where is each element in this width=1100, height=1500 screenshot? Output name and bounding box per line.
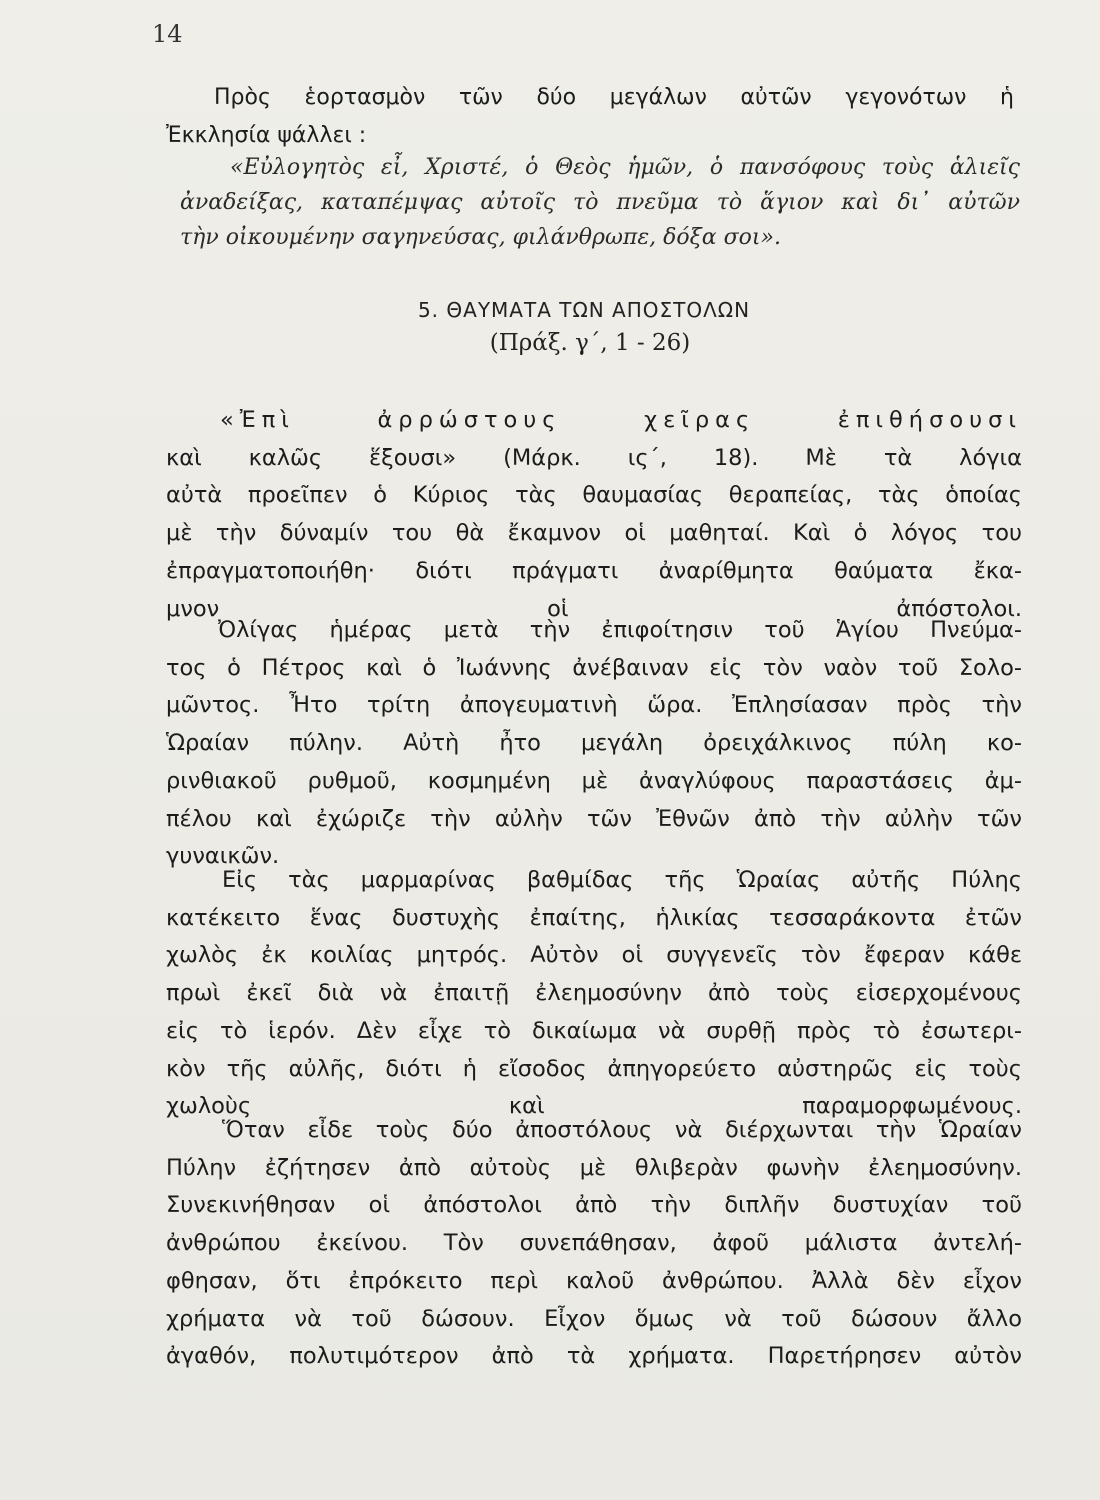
paragraph-line: Ὡραίαν πύλην. Αὐτὴ ἦτο μεγάλη ὀρειχάλκινος πύλη κο- xyxy=(166,730,1022,757)
paragraph-line: Εἰς τὰς μαρμαρίνας βαθμίδας τῆς Ὡραίας αὐτῆς Πύλης xyxy=(222,867,1022,893)
paragraph-line: φθησαν, ὅτι ἐπρόκειτο περὶ καλοῦ ἀνθρώπου. Ἀλλὰ δὲν εἶχον xyxy=(166,1267,1022,1294)
paragraph-line: ἐπραγματοποιήθη· διότι πράγματι ἀναρίθμητα θαύματα ἔκα- xyxy=(166,557,1022,584)
paragraph-line: ρινθιακοῦ ρυθμοῦ, κοσμημένη μὲ ἀναγλύφους παραστάσεις ἀμ- xyxy=(166,767,1022,794)
hymn-line: «Εὐλογητὸς εἶ, Χριστέ, ὁ Θεὸς ἡμῶν, ὁ πανσόφους τοὺς ἁλιεῖς xyxy=(230,155,1020,180)
hymn-line: ἀναδείξας, καταπέμψας αὐτοῖς τὸ πνεῦμα τὸ ἅγιον καὶ δι᾿ αὐτῶν xyxy=(180,190,1020,215)
paragraph-line: αὐτὰ προεῖπεν ὁ Κύριος τὰς θαυμασίας θεραπείας, τὰς ὁποίας xyxy=(166,482,1022,509)
paragraph-line: κατέκειτο ἕνας δυστυχὴς ἐπαίτης, ἡλικίας τεσσαράκοντα ἐτῶν xyxy=(166,904,1022,931)
intro-line: Ἐκκλησία ψάλλει : xyxy=(166,123,367,148)
scripture-reference: (Πράξ. γ΄, 1 - 26) xyxy=(489,330,691,356)
intro-line: Πρὸς ἑορτασμὸν τῶν δύο μεγάλων αὐτῶν γεγονότων ἡ xyxy=(214,85,1014,110)
paragraph-line: χωλοὺς καὶ παραμορφωμένους. xyxy=(166,1093,1022,1120)
paragraph-line: πέλου καὶ ἐχώριζε τὴν αὐλὴν τῶν Ἐθνῶν ἀπὸ τὴν αὐλὴν τῶν xyxy=(166,805,1022,832)
paragraph-line: χωλὸς ἐκ κοιλίας μητρός. Αὐτὸν οἱ συγγενεῖς τὸν ἔφεραν κάθε xyxy=(166,942,1022,969)
hymn-quote xyxy=(180,150,1020,255)
paragraph-line: μὲ τὴν δύναμίν του θὰ ἔκαμνον οἱ μαθηταί. Καὶ ὁ λόγος του xyxy=(166,520,1022,547)
paragraph-line: καὶ καλῶς ἕξουσι» (Μάρκ. ις΄, 18). Μὲ τὰ λόγια xyxy=(166,444,1022,471)
intro-block-2 xyxy=(166,118,566,154)
paragraph-line: «Ἐπὶ ἀρρώστους χεῖρας ἐπιθήσουσι xyxy=(220,407,1022,433)
paragraph-line: Ὀλίγας ἡμέρας μετὰ τὴν ἐπιφοίτησιν τοῦ Ἁγίου Πνεύμα- xyxy=(218,617,1022,643)
intro-block xyxy=(214,80,1014,116)
paragraph-line: ἀνθρώπου ἐκείνου. Τὸν συνεπάθησαν, ἀφοῦ μάλιστα ἀντελή- xyxy=(166,1230,1022,1257)
paragraph-line: κὸν τῆς αὐλῆς, διότι ἡ εἴσοδος ἀπηγορεύετο αὐστηρῶς εἰς τοὺς xyxy=(166,1055,1022,1082)
paragraph-line: γυναικῶν. xyxy=(166,843,280,870)
page-number: 14 xyxy=(152,20,183,48)
paragraph-line: μνον οἱ ἀπόστολοι. xyxy=(166,595,1022,622)
paragraph-line: Συνεκινήθησαν οἱ ἀπόστολοι ἀπὸ τὴν διπλῆν δυστυχίαν τοῦ xyxy=(166,1192,1022,1219)
paragraph-3 xyxy=(166,862,1022,1126)
hymn-line: τὴν οἰκουμένην σαγηνεύσας, φιλάνθρωπε, δόξα σοι». xyxy=(180,225,781,250)
paragraph-line: ἀγαθόν, πολυτιμότερον ἀπὸ τὰ χρήματα. Παρετήρησεν αὐτὸν xyxy=(166,1343,1022,1370)
paragraph-1 xyxy=(166,402,1022,628)
paragraph-line: εἰς τὸ ἱερόν. Δὲν εἶχε τὸ δικαίωμα νὰ συρθῇ πρὸς τὸ ἐσωτερι- xyxy=(166,1017,1022,1044)
paragraph-line: Πύλην ἐζήτησεν ἀπὸ αὐτοὺς μὲ θλιβερὰν φωνὴν ἐλεημοσύνην. xyxy=(166,1154,1022,1181)
paragraph-4 xyxy=(166,1112,1022,1376)
section-heading: 5. ΘΑΥΜΑΤΑ ΤΩΝ ΑΠΟΣΤΟΛΩΝ xyxy=(417,298,751,322)
paragraph-2 xyxy=(166,612,1022,876)
paragraph-line: τος ὁ Πέτρος καὶ ὁ Ἰωάννης ἀνέβαιναν εἰς τὸν ναὸν τοῦ Σολο- xyxy=(166,654,1022,681)
paragraph-line: Ὅταν εἶδε τοὺς δύο ἀποστόλους νὰ διέρχωνται τὴν Ὡραίαν xyxy=(222,1117,1022,1143)
paragraph-line: μῶντος. Ἦτο τρίτη ἀπογευματινὴ ὥρα. Ἐπλησίασαν πρὸς τὴν xyxy=(166,692,1022,719)
paragraph-line: χρήματα νὰ τοῦ δώσουν. Εἶχον ὅμως νὰ τοῦ δώσουν ἄλλο xyxy=(166,1305,1022,1332)
paragraph-line: πρωὶ ἐκεῖ διὰ νὰ ἐπαιτῇ ἐλεημοσύνην ἀπὸ τοὺς εἰσερχομένους xyxy=(166,980,1022,1007)
